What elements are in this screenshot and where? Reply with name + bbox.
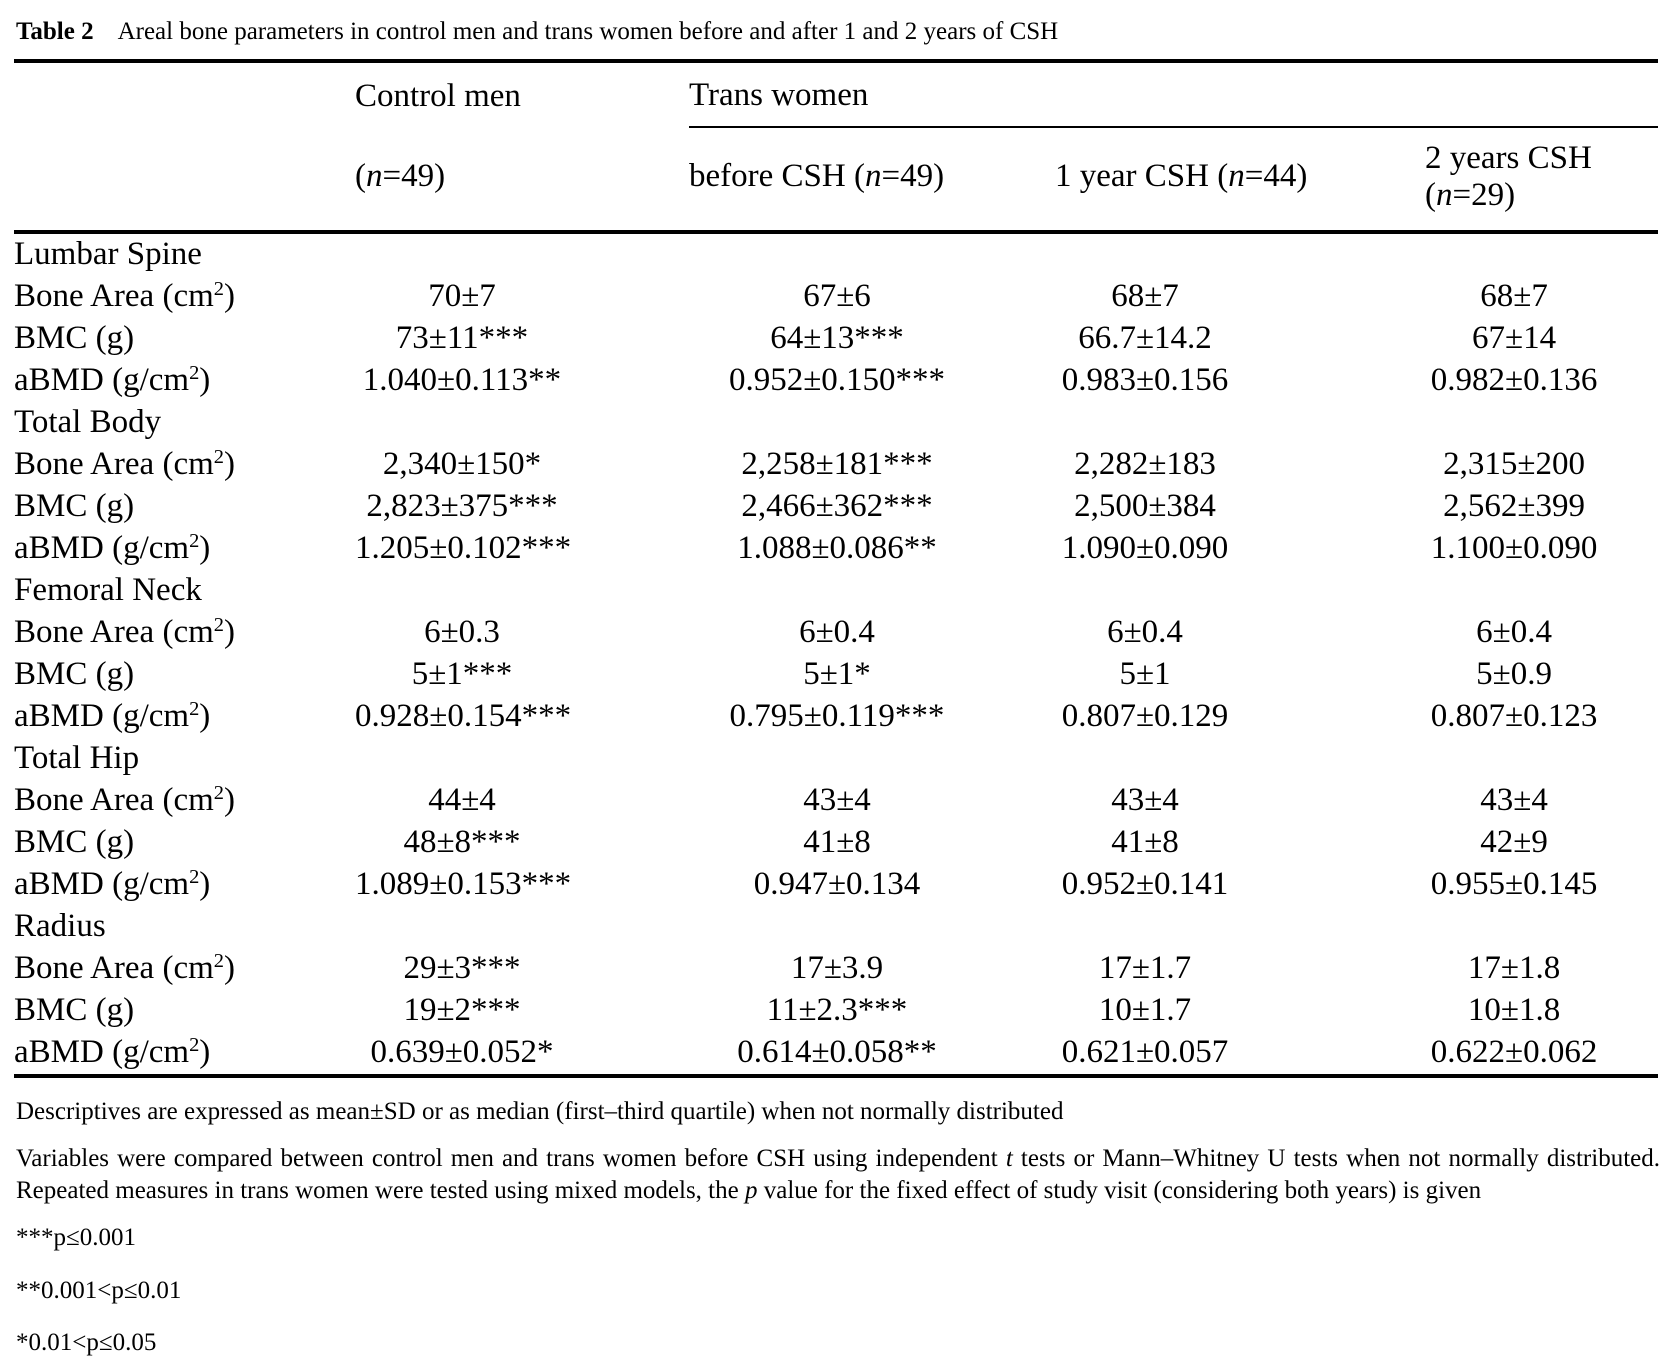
row-label: BMC (g) <box>14 824 135 860</box>
value-cell: 43±4 <box>1111 782 1179 818</box>
section-label: Lumbar Spine <box>14 236 202 272</box>
value-cell: 11±2.3*** <box>766 992 908 1028</box>
value-cell: 41±8 <box>803 824 871 860</box>
value-cell: 5±1*** <box>411 656 513 692</box>
row-label: BMC (g) <box>14 320 135 356</box>
footnote-sig-3stars: ***p≤0.001 <box>16 1224 136 1251</box>
table-row <box>14 948 1658 990</box>
value-cell: 0.928±0.154*** <box>355 698 572 734</box>
value-cell: 5±1* <box>803 656 871 692</box>
value-cell: 0.952±0.141 <box>1061 866 1229 902</box>
table-title <box>14 12 1658 59</box>
table-caption: Areal bone parameters in control men and trans women before and after 1 and 2 years of CSH <box>117 18 1059 45</box>
table-row <box>14 360 1658 402</box>
value-cell: 44±4 <box>428 782 496 818</box>
value-cell: 0.983±0.156 <box>1061 362 1229 398</box>
row-label: aBMD $(g/cm^2)$ <box>14 697 211 734</box>
section-row-total-hip <box>14 738 1658 780</box>
value-cell: 73±11*** <box>395 320 529 356</box>
table-row <box>14 780 1658 822</box>
value-cell: 1.205±0.102*** <box>355 530 572 566</box>
value-cell: 41±8 <box>1111 824 1179 860</box>
value-cell: 17±1.7 <box>1098 950 1192 986</box>
value-cell: 2,258±181*** <box>741 446 933 482</box>
value-cell: 6±0.3 <box>424 614 500 650</box>
value-cell: 0.639±0.052* <box>370 1034 554 1070</box>
table-row <box>14 486 1658 528</box>
value-cell: 0.807±0.129 <box>1061 698 1229 734</box>
value-cell: 2,315±200 <box>1443 446 1585 482</box>
table-row <box>14 318 1658 360</box>
section-row-lumbar-spine <box>14 232 1658 276</box>
value-cell: 42±9 <box>1480 824 1548 860</box>
table-row <box>14 528 1658 570</box>
col-subheader-control-n: (n=49) <box>355 127 689 232</box>
value-cell: 10±1.7 <box>1098 992 1192 1028</box>
bone-parameters-table <box>14 59 1658 1078</box>
table-row <box>14 864 1658 906</box>
table-header <box>14 61 1658 232</box>
section-row-radius <box>14 906 1658 948</box>
section-label: Femoral Neck <box>14 572 202 608</box>
value-cell: 29±3*** <box>403 950 521 986</box>
row-label: Bone Area $(cm^2)$ <box>14 781 235 818</box>
footnote-sig-1star: *0.01<p≤0.05 <box>16 1329 157 1356</box>
col-header-control-men: Control men <box>355 77 521 114</box>
value-cell: 43±4 <box>1480 782 1548 818</box>
row-label: BMC (g) <box>14 992 135 1028</box>
value-cell: 0.807±0.123 <box>1430 698 1598 734</box>
row-label: Bone Area $(cm^2)$ <box>14 949 235 986</box>
value-cell: 2,500±384 <box>1074 488 1216 524</box>
value-cell: 17±3.9 <box>790 950 884 986</box>
value-cell: 0.614±0.058** <box>737 1034 937 1070</box>
value-cell: 2,340±150* <box>382 446 542 482</box>
col-header-trans-women: Trans women <box>689 61 1658 127</box>
section-label: Radius <box>14 908 106 944</box>
section-row-total-body <box>14 402 1658 444</box>
sub-header-row <box>14 127 1658 232</box>
table-row <box>14 822 1658 864</box>
row-label: BMC (g) <box>14 488 135 524</box>
value-cell: 2,466±362*** <box>741 488 933 524</box>
section-label: Total Body <box>14 404 162 440</box>
row-label: Bone Area $(cm^2)$ <box>14 613 235 650</box>
value-cell: 64±13*** <box>770 320 904 356</box>
value-cell: 2,823±375*** <box>366 488 558 524</box>
footnote-sig-2stars: **0.001<p≤0.01 <box>16 1276 182 1304</box>
value-cell: 10±1.8 <box>1467 992 1561 1028</box>
col-subheader-2-years-csh: 2 years CSH (n=29) <box>1425 127 1658 232</box>
value-cell: 0.947±0.134 <box>753 866 921 902</box>
value-cell: 1.040±0.113** <box>362 362 562 398</box>
row-label: aBMD $(g/cm^2)$ <box>14 529 211 566</box>
value-cell: 17±1.8 <box>1467 950 1561 986</box>
group-header-row <box>14 61 1658 127</box>
value-cell: 1.088±0.086** <box>737 530 937 566</box>
value-cell: 48±8*** <box>403 824 521 860</box>
value-cell: 67±14 <box>1471 320 1557 356</box>
footnote-methods: Variables were compared between control men and trans women before CSH using independent t tests or Mann–Whitney U tests when not normally distributed. Repeated measures in trans women were tested using mixed models, the p value for the fixed effect of study visit (considering both years) is given <box>16 1145 1660 1204</box>
value-cell: 2,562±399 <box>1443 488 1585 524</box>
row-label: aBMD $(g/cm^2)$ <box>14 361 211 398</box>
value-cell: 5±1 <box>1119 656 1171 692</box>
value-cell: 70±7 <box>428 278 496 314</box>
section-row-femoral-neck <box>14 570 1658 612</box>
table-row <box>14 654 1658 696</box>
value-cell: 67±6 <box>803 278 871 314</box>
table-body <box>14 232 1658 1076</box>
row-label: BMC (g) <box>14 656 135 692</box>
value-cell: 0.955±0.145 <box>1430 866 1598 902</box>
value-cell: 1.089±0.153*** <box>355 866 572 902</box>
footnote-descriptives: Descriptives are expressed as mean±SD or as median (first–third quartile) when not normally distributed <box>16 1097 1064 1125</box>
value-cell: 5±0.9 <box>1476 656 1552 692</box>
footnotes <box>14 1078 1660 1359</box>
section-label: Total Hip <box>14 740 140 776</box>
row-label: Bone Area $(cm^2)$ <box>14 445 235 482</box>
table-row <box>14 990 1658 1032</box>
value-cell: 1.100±0.090 <box>1430 530 1598 566</box>
table-row <box>14 696 1658 738</box>
table-row <box>14 612 1658 654</box>
table-row <box>14 1032 1658 1076</box>
row-label: aBMD $(g/cm^2)$ <box>14 1033 211 1070</box>
value-cell: 0.952±0.150*** <box>728 362 946 398</box>
value-cell: 6±0.4 <box>1476 614 1552 650</box>
value-cell: 2,282±183 <box>1074 446 1216 482</box>
value-cell: 68±7 <box>1480 278 1548 314</box>
value-cell: 43±4 <box>803 782 871 818</box>
table-number-label: Table 2 <box>16 18 94 45</box>
value-cell: 0.982±0.136 <box>1430 362 1598 398</box>
value-cell: 19±2*** <box>403 992 521 1028</box>
col-subheader-1-year-csh: 1 year CSH (n=44) <box>1055 127 1425 232</box>
value-cell: 0.622±0.062 <box>1430 1034 1598 1070</box>
empty-corner-cell <box>14 127 355 232</box>
col-subheader-before-csh: before CSH (n=49) <box>689 127 1055 232</box>
value-cell: 68±7 <box>1111 278 1179 314</box>
value-cell: 6±0.4 <box>1107 614 1183 650</box>
value-cell: 0.621±0.057 <box>1061 1034 1229 1070</box>
empty-corner-cell <box>14 61 355 127</box>
value-cell: 1.090±0.090 <box>1061 530 1229 566</box>
row-label: aBMD $(g/cm^2)$ <box>14 865 211 902</box>
value-cell: 6±0.4 <box>799 614 875 650</box>
table-row <box>14 276 1658 318</box>
table-row <box>14 444 1658 486</box>
value-cell: 0.795±0.119*** <box>729 698 945 734</box>
value-cell: 66.7±14.2 <box>1078 320 1212 356</box>
row-label: Bone Area $(cm^2)$ <box>14 277 235 314</box>
